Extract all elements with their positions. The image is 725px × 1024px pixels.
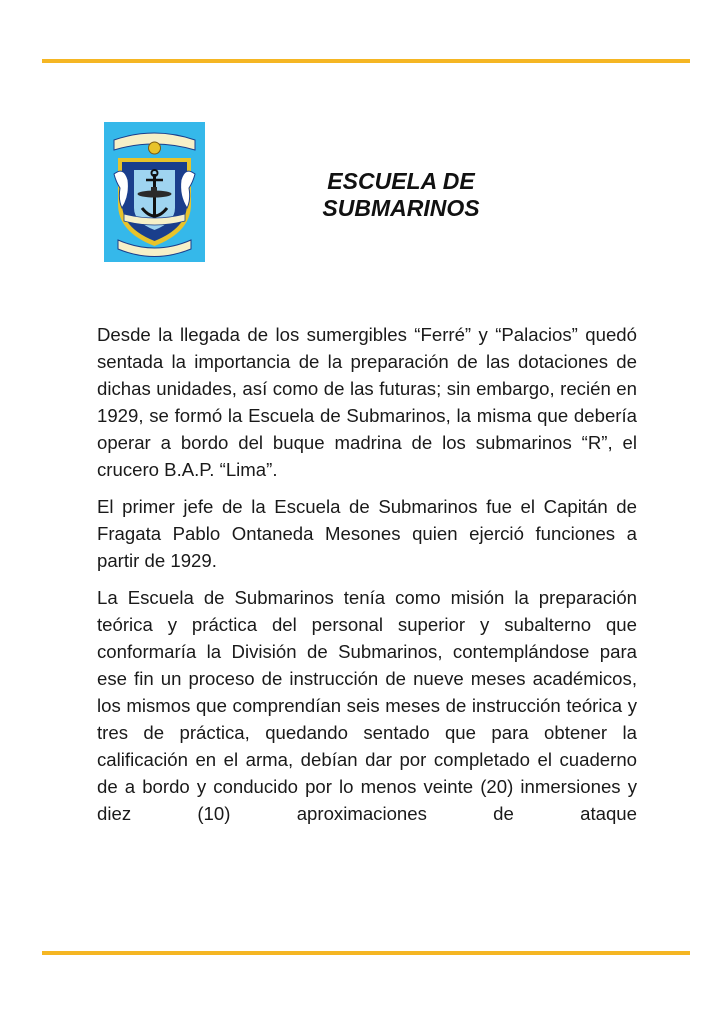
page-title	[270, 168, 532, 222]
paragraph-1: Desde la llegada de los sumergibles “Ferré” y “Palacios” quedó sentada la importancia de la preparación de las dotaciones de dichas unidades, así como de las futuras; sin embargo, recién en 1929, se formó la Escuela de Submarinos, la misma que debería operar a bordo del buque madrina de los submarinos “R”, el crucero B.A.P. “Lima”.	[97, 324, 637, 480]
submarine-school-emblem	[104, 122, 205, 262]
top-divider	[42, 59, 690, 63]
paragraph-2: El primer jefe de la Escuela de Submarinos fue el Capitán de Fragata Pablo Ontaneda Mesones quien ejerció funciones a partir de 1929.	[97, 496, 637, 571]
bottom-divider	[42, 951, 690, 955]
crest-icon	[104, 122, 205, 262]
title-line-1: ESCUELA DE	[327, 168, 475, 194]
title-line-2: SUBMARINOS	[322, 195, 480, 221]
body-text	[97, 321, 637, 837]
paragraph-3: La Escuela de Submarinos tenía como misión la preparación teórica y práctica del personal superior y subalterno que conformaría la División de Submarinos, contemplándose para ese fin un proceso de instrucción de nueve meses académicos, los mismos que comprendían seis meses de instrucción teórica y tres de práctica, quedando sentado que para obtener la calificación en el arma, debían dar por completado el cuaderno de a bordo y conducido por lo menos veinte (20) inmersiones y diez (10) aproximaciones de ataque	[97, 587, 637, 824]
